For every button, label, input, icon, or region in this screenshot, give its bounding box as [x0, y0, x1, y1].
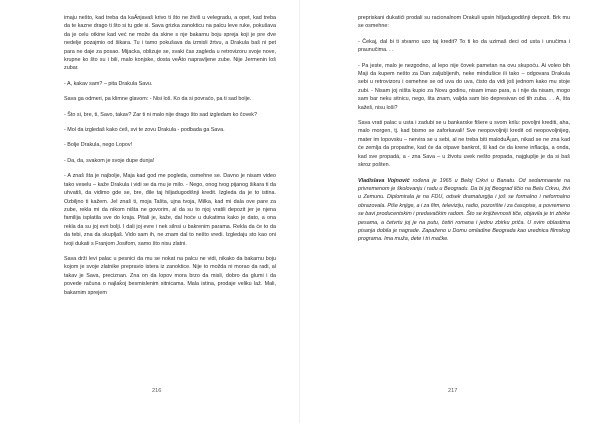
paragraph: prepriskani dukatići prodali su racionalnom Drakuli upsin hiljadugodišnji depozit. Brk mu se osmehne: — [358, 15, 570, 30]
right-text-column — [358, 14, 570, 244]
right-page — [300, 0, 600, 423]
author-bio — [358, 177, 570, 244]
page-number-left: 216 — [152, 388, 162, 394]
paragraph: - Da, da, svakom je svoje dupe dunja! — [64, 157, 155, 164]
page-number-right: 217 — [448, 388, 458, 394]
paragraph: imaju nešto, kad treba da kaÄnjavaš krivo ti što ne živiš u velegradu, a opet, kad treba da te kazne drago ti što si tu gde si. Sava grizka zanokticu na palcu leve ruke, pokušava da je celu otkine kad već ne može da skine s nje bakarnu boju spreja koji je pre dve nedelje pozajmio od šikara. Tu i tamo pokušava da izmisli žrtvu, a Drakula baš ni pet para ne daje za posao. Mijacka, oblizuje se, svaki čas zagleda u retrovizoru svoje nove, krupne ko što su i bili, malo konjske, dosta veÄto napravljene zube. Nije Jermenin loš zubar. — [64, 15, 276, 72]
paragraph: - Mol da izgledaš kako ćeš, svi te zovu Drakula - podbada ga Sava. — [64, 127, 225, 134]
author-bio-text: rođena je 1965 u Beloj Crkvi u Banatu. Od sedamnaeste na privremenom je školovanju i radu u Beogradu. Da bi joj Beograd ličio na Belu Crkvu, živi u Zemunu. Diplomirala je na FDU, odsek dramaturgija i još se formalno i neformalno obrazovala. Piše knjige, a i za film, televiziju, radio, pozorište i za časopise, a povremeno se bavi producentskim i predavačkim radom. Što se književnosti tiče, objavila je tri zbirke pesama, a četvrtu joj je na putu, četiri romana i jednu zbirku priča. U svim oblastima pisanja dobila je nagrade. Zapaženo u Domu omladine Beograda kao urednica filmskog programa. Ima mužа, dete i tri mačke. — [358, 177, 570, 243]
paragraph: - A, kakav sam? – pita Drakula Savu. — [64, 80, 153, 87]
paragraph: - A znaš šta je najbolje, Maja kad god me pogleda, osmehne se. Davno je nisam video tako veselu – kaže Drakula i vidi se da mu je milo. - Nego, onog tvog pijanog šikara ti da uhvatiš, da vidimo gde se, bre, đile taj hiljadugodišnji kredit. Izgleda da je to istina. Ozbiljno ti kažem. Jel znaš ti, moja Tašta, ujna tvoja, Milka, kad mi dala ove pare za zube, rekla mi da nikom ništa ne govorim, al da su to njoj vratili depozit jer je njena familija isplatila sve do kraja. Pitali je, kaže, dal hoće u dukatima kako je dato, a ona rekla da su joj evri bolji. I dali joj evre i nek silnsi u bakrenim parama. Rekla da će to da da tebi, zna da skupljaš. Vido sam ih, ne znam dal to nešto vredi. Izgledaju sto kao oni tvoji dukati s Franjom Josifom, samo što nisu zlatni. — [64, 173, 276, 247]
paragraph: - Čekaj, dal bi ti stvarno uzo taj kredit? To ti ko da uzimaš deci od usta i unučima i praunučima. . . — [358, 38, 570, 54]
paragraph: Sava drži levi palac u pesnici da mu se nokat na palcu ne vidi, nikako da bakarnu boju kojom je svoje zlatnike prepravio istera iz zanoktice. Nije to možda ni moraо da radi, al takav je Sava, preciznan. Zna on da lopov mora brzo da misli, dobro da glumi i da povede računa o najlaḱoj besmislenim sitnicama. Mala istina, prodaje veliku laž. Mali, bakarnim sprejem — [64, 255, 276, 296]
paragraph: - Bolje Drakula, nego Lopov! — [64, 142, 133, 149]
left-text-column — [64, 14, 276, 297]
paragraph: Sava ga odmeri, pa klimne glavom: - Nisi loš. Ko da si povraćo, pa ti sad bolje. — [64, 96, 252, 103]
paragraph: - Pa jeste, malo je nezgodno, al lepo nije čovek pametan na ovu skupoću. Ai voleo bih Maji da kupem nešto za Dan zaljubljenih, neke minđušice ili tako – odgovara Drakula sebi u retrovizoru i osmehne se od uva do uva, čisto da vidi još jednom kako mu stoje zubi. - Nisam joj ništa kupio za Novu godinu, nisam imao para, a i nije da nisam, mogo sam bar neku sitnicu, nego, šta znam, valjda sam bio depresivan od tih zuba. . . A, šta kažeš, nisu loši? — [358, 62, 570, 111]
author-name: Vladislava Vojnović — [358, 177, 410, 184]
paragraph: - Što si, bre, ti, Savo, takav? Zar ti ni malo nije drago što sad izgledam ko čovek? — [64, 111, 257, 118]
paragraph: Sava vrati palac u usta i zadubi se u bankarske fišere u svom krilu: povoljni krediti, aha, malo morgen, tj. kad bismo se zaforkavali! Sve neopovoljniji kredit od neopovoljnijeg, mater im lopovsku – nervira se u sebi, al ne treba biti maloduÅ¡an, nikad se ne zna kad će zemlja da propadne, kad će da otpave bankrot, šl kad će da krene inflacija, a onda, kad sve propadá, a - zna Sava – u životu uvek nešto propada, najgluplje je da si baš skroz pošten. — [358, 120, 570, 169]
